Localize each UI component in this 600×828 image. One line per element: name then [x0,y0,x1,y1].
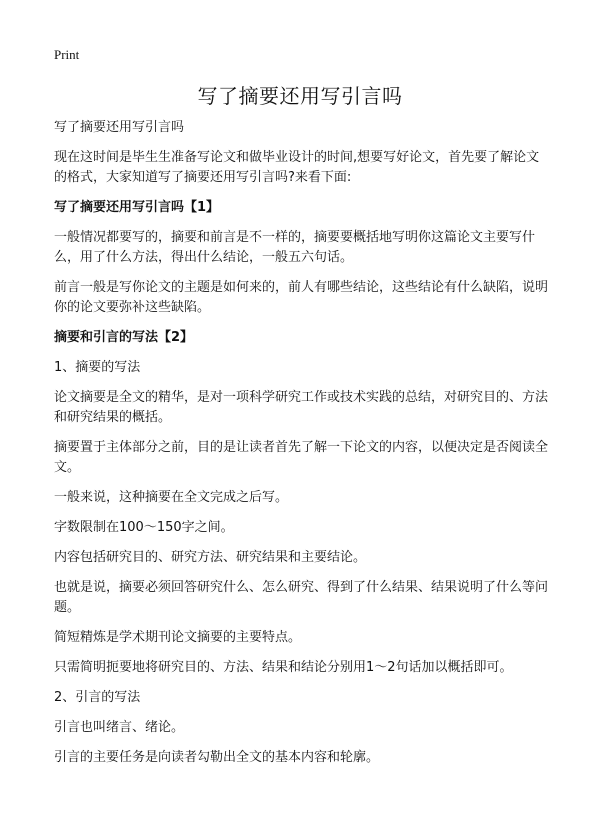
paragraph: 一般情况都要写的，摘要和前言是不一样的，摘要要概括地写明你这篇论文主要写什么，用了什么方法，得出什么结论，一般五六句话。 [54,230,536,265]
paragraph: 字数限制在100～150字之间。 [54,520,234,535]
subheading-abstract: 1、摘要的写法 [54,360,141,375]
paragraph: 简短精炼是学术期刊论文摘要的主要特点。 [54,630,302,645]
article-body [54,118,550,778]
paragraph: 一般来说，这种摘要在全文完成之后写。 [54,490,289,505]
paragraph: 也就是说，摘要必须回答研究什么、怎么研究、得到了什么结果、结果说明了什么等问题。 [54,580,549,615]
paragraph: 内容包括研究目的、研究方法、研究结果和主要结论。 [54,550,367,565]
paragraph: 论文摘要是全文的精华，是对一项科学研究工作或技术实践的总结，对研究目的、方法和研究结果的概括。 [54,390,549,425]
intro-line: 写了摘要还用写引言吗 [54,120,185,135]
section-heading-1: 写了摘要还用写引言吗【1】 [54,200,220,215]
print-link[interactable]: Print [54,47,80,62]
paragraph: 引言的主要任务是向读者勾勒出全文的基本内容和轮廓。 [54,750,380,765]
paragraph: 摘要置于主体部分之前，目的是让读者首先了解一下论文的内容，以便决定是否阅读全文。 [54,440,549,475]
page-title: 写了摘要还用写引言吗 [197,84,403,108]
section-heading-2: 摘要和引言的写法【2】 [54,330,194,345]
paragraph: 前言一般是写你论文的主题是如何来的，前人有哪些结论，这些结论有什么缺陷，说明你的论文要弥补这些缺陷。 [54,280,549,315]
subheading-introduction: 2、引言的写法 [54,690,141,705]
intro-paragraph: 现在这时间是毕生生准备写论文和做毕业设计的时间,想要写好论文，首先要了解论文的格式，大家知道写了摘要还用写引言吗?来看下面: [54,150,540,185]
paragraph: 引言也叫绪言、绪论。 [54,720,185,735]
paragraph: 只需简明扼要地将研究目的、方法、结果和结论分别用1～2句话加以概括即可。 [54,660,513,675]
